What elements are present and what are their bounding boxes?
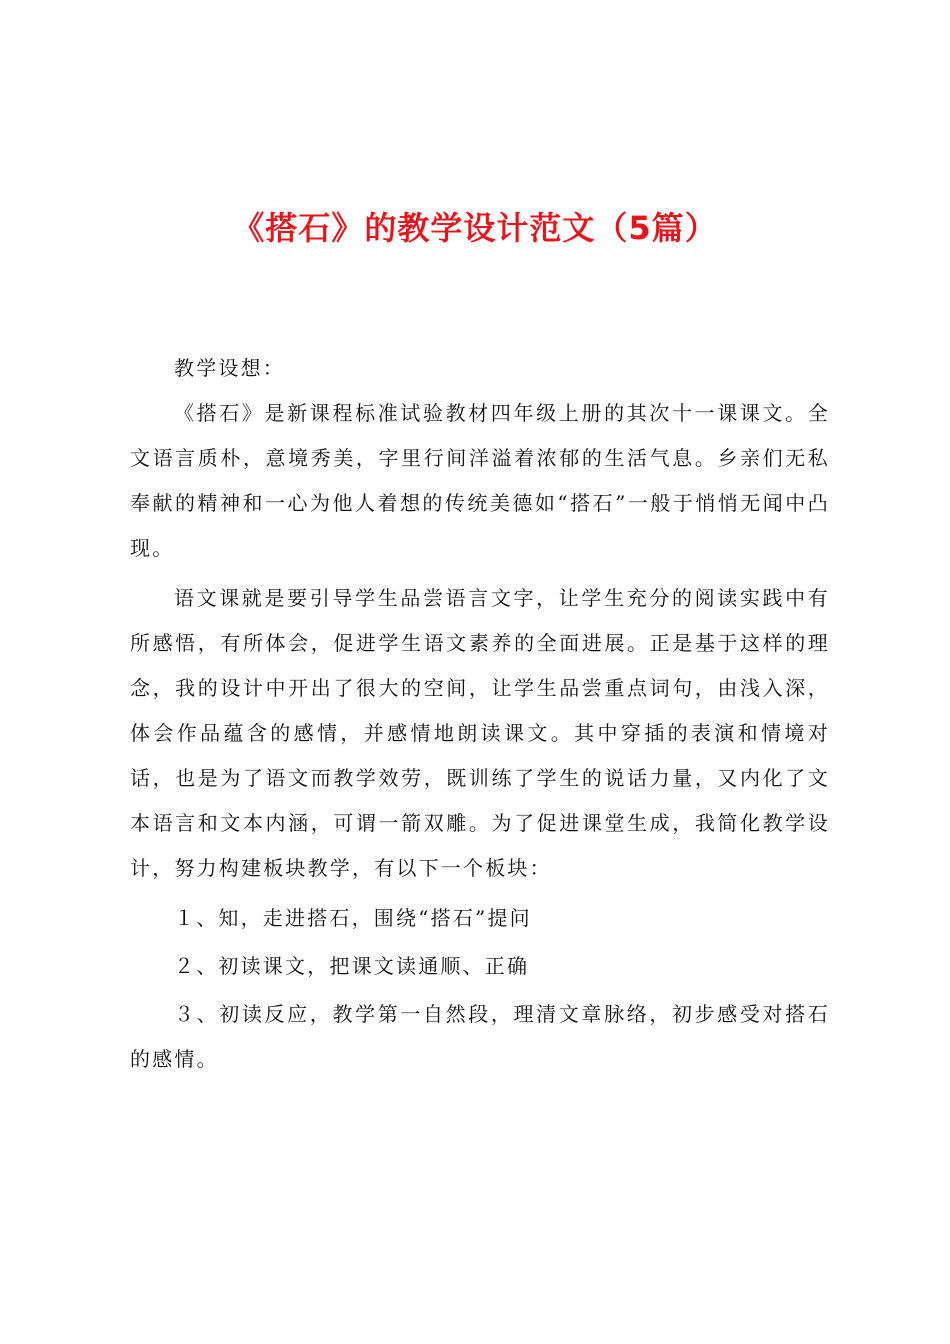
list-item-2: ２、初读课文，把课文读通顺、正确 (174, 954, 530, 978)
paragraph-text-intro: 《搭石》是新课程标准试验教材四年级上册的其次十一课课文。全文语言质朴，意境秀美，字里行间洋溢着浓郁的生活气息。乡亲们无私奉献的精神和一心为他人着想的传统美德如“搭石”一般于悄悄无闻中凸现。 (130, 401, 830, 560)
document-title: 《搭石》的教学设计范文（5篇） (232, 209, 718, 247)
document-body (130, 346, 830, 1085)
paragraph-design-rationale: 语文课就是要引导学生品尝语言文字，让学生充分的阅读实践中有所感悟，有所体会，促进学生语文素养的全面进展。正是基于这样的理念，我的设计中开出了很大的空间，让学生品尝重点词句，由浅入深，体会作品蕴含的感情，并感情地朗读课文。其中穿插的表演和情境对话，也是为了语文而教学效劳，既训练了学生的说话力量，又内化了文本语言和文本内涵，可谓一箭双雕。为了促进课堂生成，我简化教学设计，努力构建板块教学，有以下一个板块： (130, 586, 830, 880)
list-item-3: ３、初读反应，教学第一自然段，理清文章脉络，初步感受对搭石的感情。 (130, 1002, 830, 1071)
paragraph-teaching-idea-heading: 教学设想： (174, 356, 285, 380)
list-item-1: １、知，走进搭石，围绕“搭石”提问 (174, 906, 532, 930)
